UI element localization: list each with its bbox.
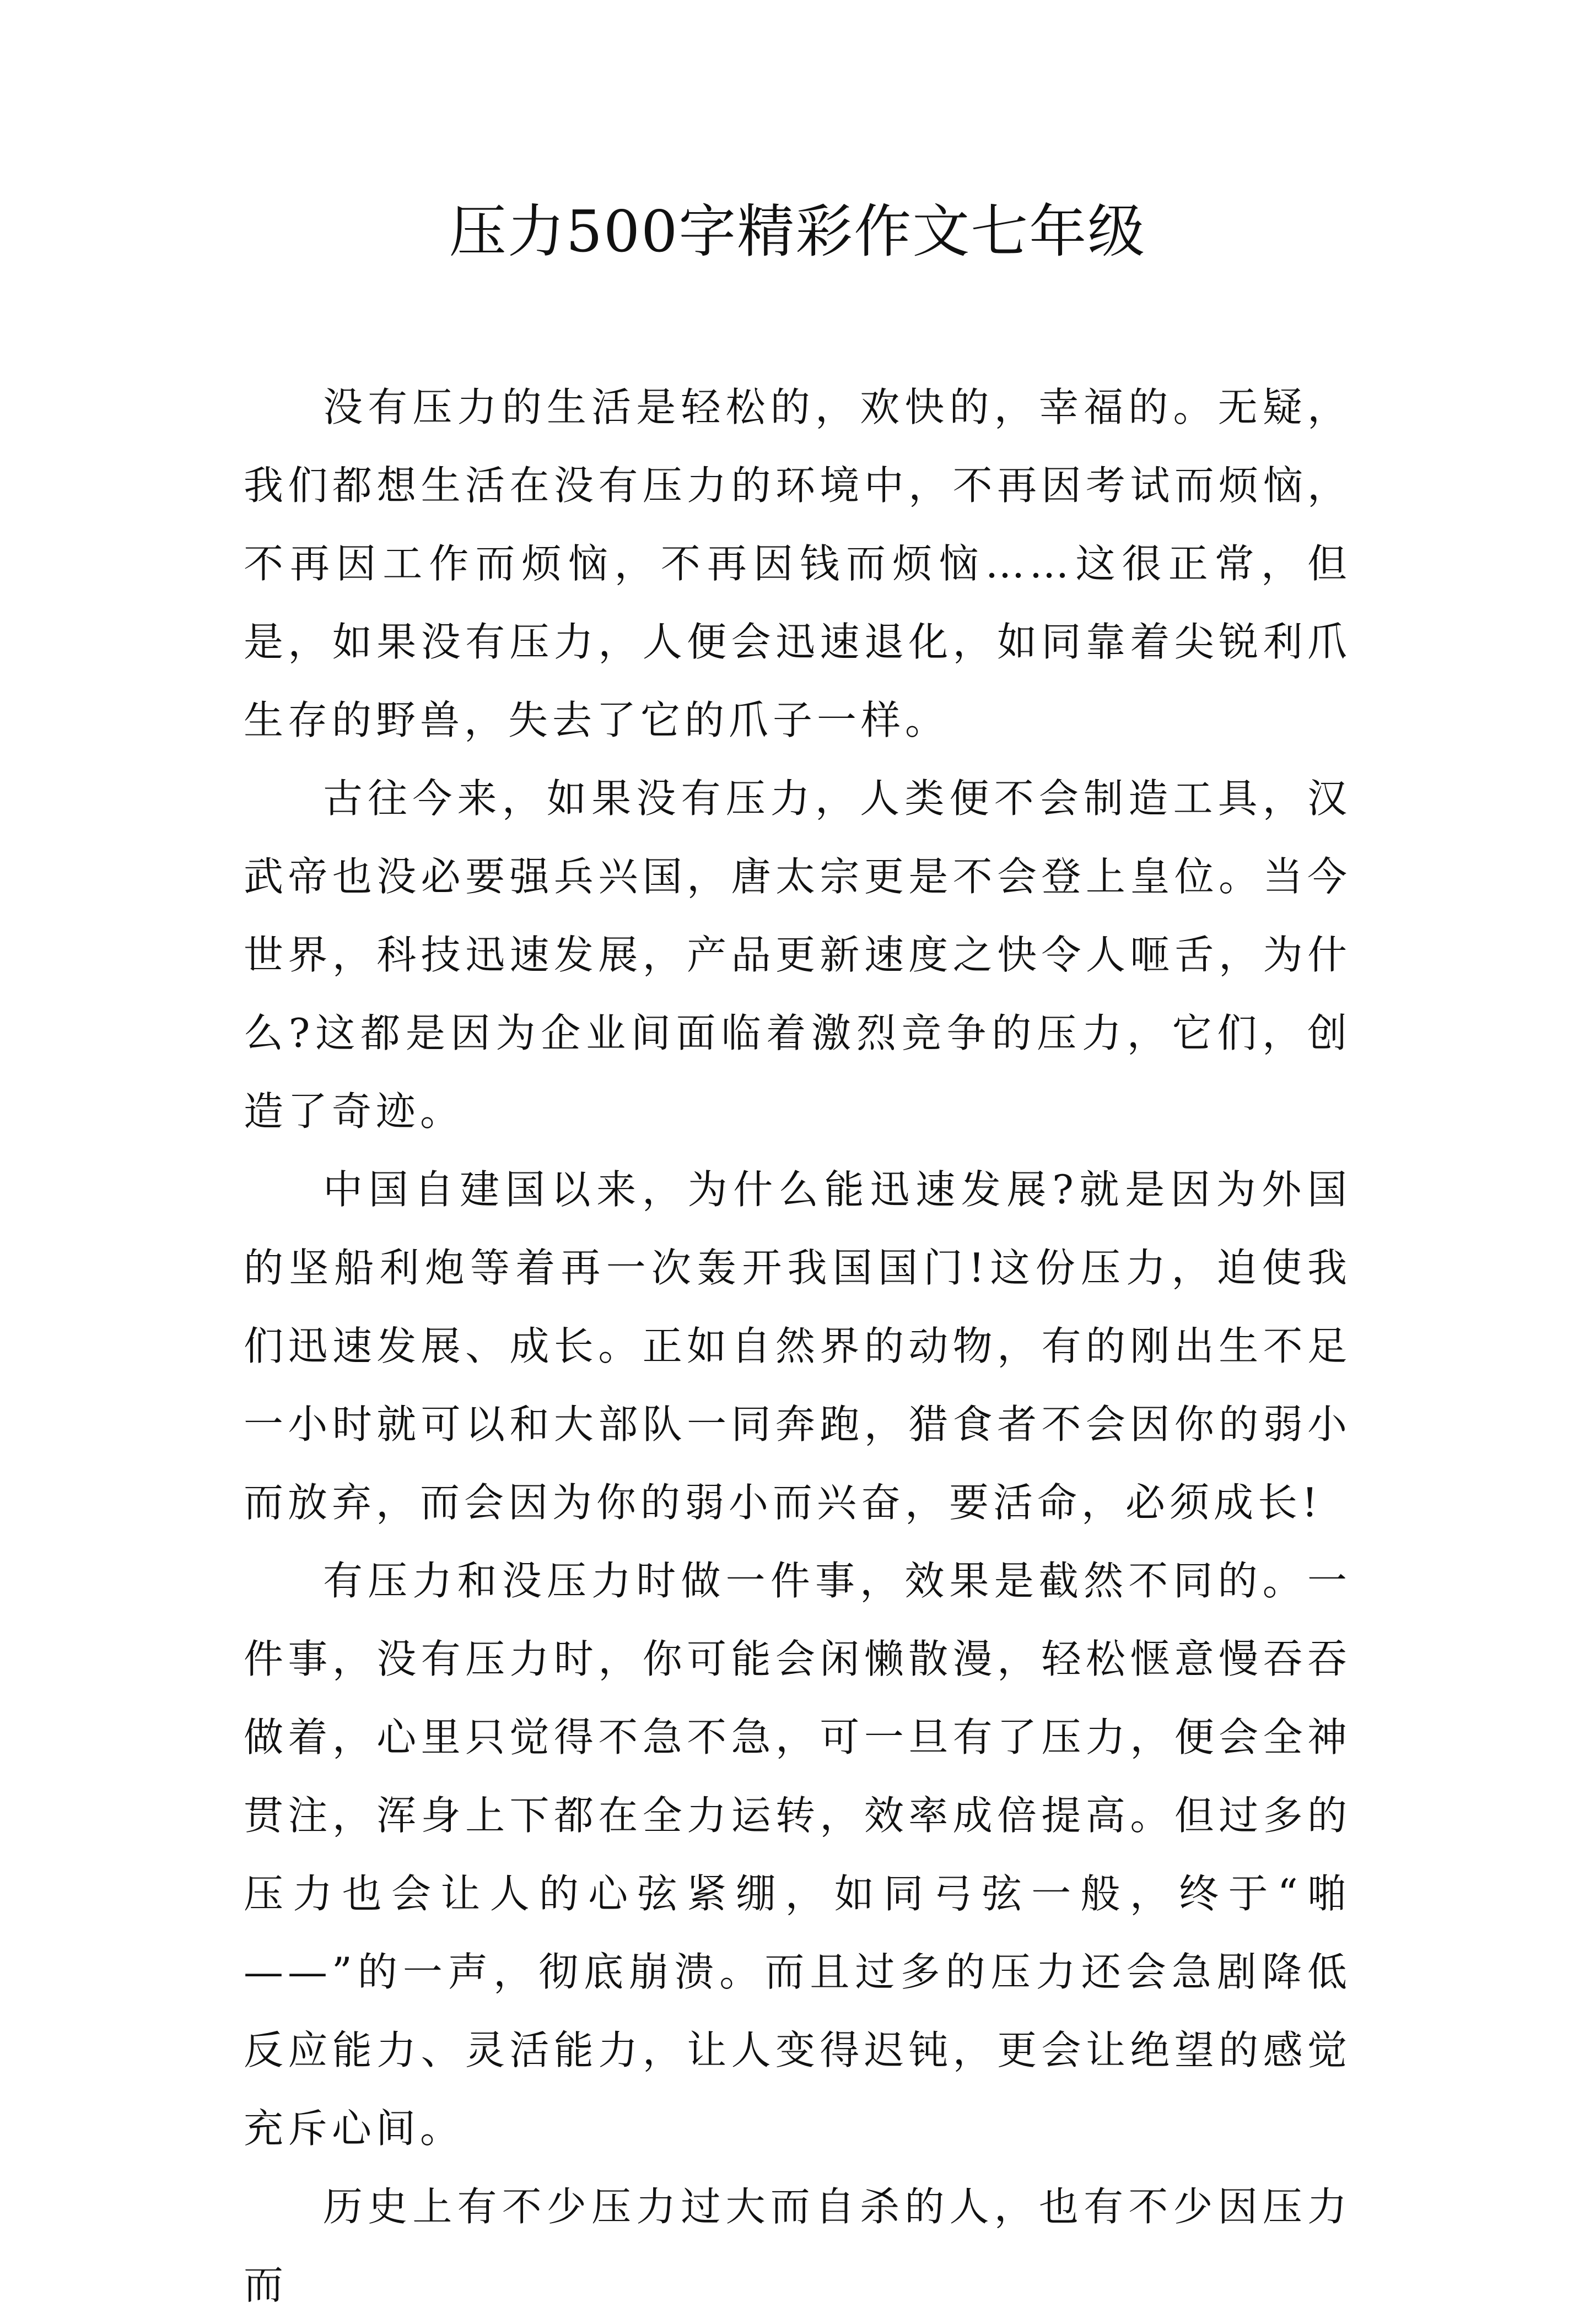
paragraph: 历史上有不少压力过大而自杀的人，也有不少因压力而	[244, 2184, 1351, 2308]
document-body	[244, 368, 1351, 2324]
paragraph: 古往今来，如果没有压力，人类便不会制造工具，汉武帝也没必要强兵兴国，唐太宗更是不会登上皇位。当今世界，科技迅速发展，产品更新速度之快令人咂舌，为什么?这都是因为企业间面临着激烈竞争的压力，它们，创造了奇迹。	[244, 775, 1351, 1134]
paragraph: 有压力和没压力时做一件事，效果是截然不同的。一件事，没有压力时，你可能会闲懒散漫，轻松惬意慢吞吞做着，心里只觉得不急不急，可一旦有了压力，便会全神贯注，浑身上下都在全力运转，效率成倍提高。但过多的压力也会让人的心弦紧绷，如同弓弦一般，终于“啪——”的一声，彻底崩溃。而且过多的压力还会急剧降低反应能力、灵活能力，让人变得迟钝，更会让绝望的感觉充斥心间。	[244, 1558, 1351, 2152]
paragraph: 没有压力的生活是轻松的，欢快的，幸福的。无疑，我们都想生活在没有压力的环境中，不再因考试而烦恼，不再因工作而烦恼，不再因钱而烦恼……这很正常，但是，如果没有压力，人便会迅速退化，如同靠着尖锐利爪生存的野兽，失去了它的爪子一样。	[244, 384, 1351, 743]
document-title: 压力500字精彩作文七年级	[449, 198, 1146, 265]
paragraph: 中国自建国以来，为什么能迅速发展?就是因为外国的坚船利炮等着再一次轰开我国国门!这份压力，迫使我们迅速发展、成长。正如自然界的动物，有的刚出生不足一小时就可以和大部队一同奔跑，猎食者不会因你的弱小而放弃，而会因为你的弱小而兴奋，要活命，必须成长!	[244, 1166, 1351, 1526]
